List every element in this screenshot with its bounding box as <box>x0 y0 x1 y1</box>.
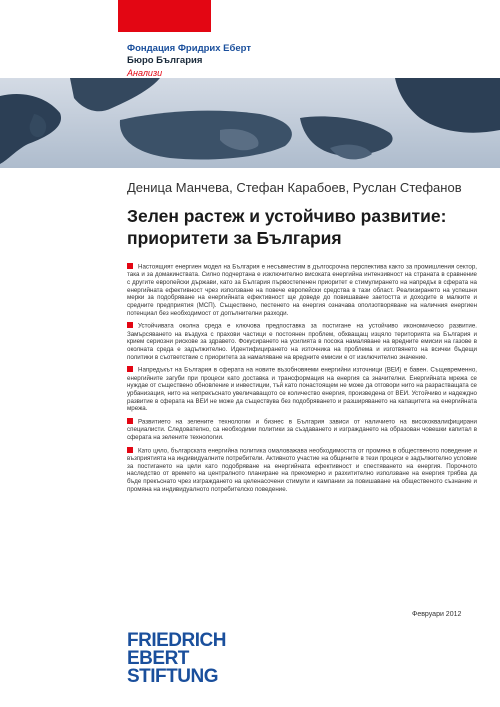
red-header-bar <box>118 0 211 32</box>
organization-name: Фондация Фридрих Еберт <box>127 43 251 54</box>
summary-paragraph <box>127 418 477 442</box>
summary-paragraph <box>127 447 477 494</box>
paragraph-text: Развитието на зелените технологии и бизнес в България зависи от наличието на висококвалифицирани специалисти. Следователно, са необходими политики за създаването и изграждането на образован човешки капитал в сферата на зелените технологии. <box>127 418 477 442</box>
summary-body <box>127 263 477 498</box>
fes-logo <box>127 632 226 686</box>
series-label: Анализи <box>127 68 163 78</box>
summary-paragraph <box>127 366 477 413</box>
title-line-1: Зелен растеж и устойчиво развитие: <box>127 206 447 226</box>
summary-paragraph <box>127 263 477 317</box>
logo-line-1: FRIEDRICH <box>127 630 226 651</box>
paragraph-text: Като цяло, българската енергийна политика омаловажава необходимостта от промяна в общественото поведение и възприятията на индивидуалните потребители. Активното участие на общините в тези процеси е задължително условие за постигането на цели като подобряване на енергийната ефективност и спестяването на енергия. Порочното наследство от времето на централното планиране на прекомерно и разхитително използване на енергия трябва да бъде прекъснато чрез изграждането на целенасочени стимули и кампании за повишаване на общественото съзнание и промяна на индивидуалното потребителско поведение. <box>127 447 477 493</box>
publication-date: Февруари 2012 <box>412 611 462 618</box>
authors-line: Деница Манчева, Стефан Карабоев, Руслан Стефанов <box>127 180 462 195</box>
paragraph-text: Напредъкът на България в сферата на новите възобновяеми енергийни източници (ВЕИ) е бавен. Същевременно, енергийните загуби при процеси като доставка и трансформация на енергия са значителни. Енергийната мрежа се нуждае от съществено обновление и инвестиции, тъй като понастоящем не може да отговори нито на разрастващата се урбанизация, нито на непрекъснато увеличаващото се количество енергия, произведена от ВЕИ. Устойчиво и надеждно развитие в сферата на ВЕИ не може да съществува без подобряването и разширяването на капацитета на енергийната мрежа. <box>127 366 477 413</box>
summary-paragraph <box>127 322 477 361</box>
red-square-bullet-icon <box>127 447 133 453</box>
paragraph-text: Устойчивата околна среда е ключова предпоставка за постигане на устойчиво икономическо развитие. Замърсяването на въздуха с прахови частици е постоянен проблем, обхващащ изцяло територията на България и крием сериозни рискове за здравето. Фокусирането на усилията в посока намаляване на вредните емисии на газове в околната среда е задължително. Идентифицирането на източника на проблема и изготвянето на всички бъдещи политики в съответствие с приоритета за намаляване на вредните емисии е от изключително значение. <box>127 322 477 361</box>
logo-line-2: EBERT <box>127 648 189 669</box>
document-title <box>127 205 487 249</box>
europe-map-banner <box>0 78 500 168</box>
office-name: Бюро България <box>127 55 203 66</box>
organization-block <box>127 43 251 79</box>
red-square-bullet-icon <box>127 418 133 424</box>
red-square-bullet-icon <box>127 366 133 372</box>
paragraph-text: Настоящият енергиен модел на България е несъвместим в дългосрочна перспектива както за промишления сектор, така и за домакинствата. Силно подчертана е изключително високата енергийна интензивност на страната в сравнение с другите европейски държави, като за България първостепенен приоритет е стимулирането на напредък в сферата на енергийната ефективност чрез използване на повече европейски средства в тази област. Реализирането на успешни мерки за подобряване на енергийната ефективност ще доведе до повишаване заетостта и доходите в малките и средните предприятия (МСП). Съществено, пестенето на енергия означава оползотворяване на наличния енергиен потенциал без необходимост от допълнителни разходи. <box>127 263 477 317</box>
red-square-bullet-icon <box>127 322 133 328</box>
red-square-bullet-icon <box>127 263 133 269</box>
title-line-2: приоритети за България <box>127 228 342 248</box>
logo-line-3: STIFTUNG <box>127 666 218 687</box>
